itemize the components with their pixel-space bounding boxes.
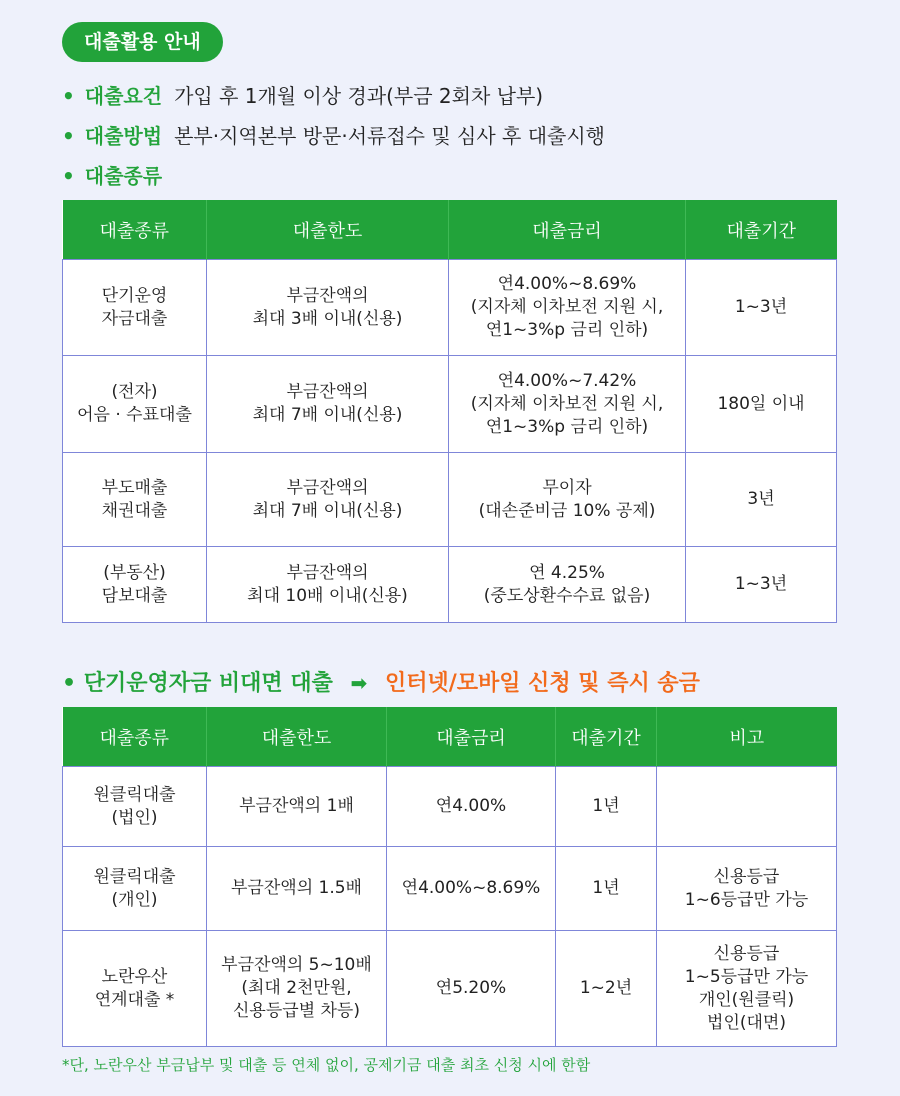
cell-loan-period: 1~2년 [556, 931, 657, 1047]
bullet-dot-icon: • [62, 84, 75, 108]
table-row [63, 931, 837, 1047]
cell-loan-period: 1~3년 [686, 260, 837, 356]
cell-interest-rate: 연4.00%~8.69% (지자체 이차보전 지원 시, 연1~3%p 금리 인하) [449, 260, 686, 356]
header-loan-type: 대출종류 [63, 200, 207, 260]
cell-interest-rate: 연4.00%~8.69% [387, 847, 556, 931]
header-interest-rate: 대출금리 [387, 707, 556, 767]
bullet-loan-types [62, 162, 174, 190]
table-row [63, 356, 837, 453]
cell-loan-limit: 부금잔액의 최대 10배 이내(신용) [207, 547, 449, 623]
header-loan-limit: 대출한도 [207, 200, 449, 260]
bullet-dot-icon: • [62, 164, 75, 188]
table-row [63, 547, 837, 623]
bullet-value: 본부·지역본부 방문·서류접수 및 심사 후 대출시행 [174, 124, 605, 148]
table-row [63, 260, 837, 356]
bullet-loan-method [62, 122, 605, 150]
cell-loan-limit: 부금잔액의 최대 7배 이내(신용) [207, 356, 449, 453]
bullet-value: 가입 후 1개월 이상 경과(부금 2회차 납부) [174, 84, 544, 108]
non-face-to-face-table [62, 707, 837, 1047]
header-remarks: 비고 [657, 707, 837, 767]
cell-loan-limit: 부금잔액의 1배 [207, 767, 387, 847]
table-header-row [63, 707, 837, 767]
cell-interest-rate: 연4.00%~7.42% (지자체 이차보전 지원 시, 연1~3%p 금리 인하) [449, 356, 686, 453]
cell-loan-type: (부동산) 담보대출 [63, 547, 207, 623]
cell-remarks: 신용등급 1~5등급만 가능 개인(원클릭) 법인(대면) [657, 931, 837, 1047]
bullet-label: 대출요건 [84, 84, 163, 108]
section-highlight: 인터넷/모바일 신청 및 즉시 송금 [384, 671, 700, 696]
cell-interest-rate: 무이자 (대손준비금 10% 공제) [449, 453, 686, 547]
cell-loan-limit: 부금잔액의 1.5배 [207, 847, 387, 931]
cell-loan-type: 원클릭대출 (개인) [63, 847, 207, 931]
arrow-right-icon: ➡ [350, 671, 368, 695]
cell-loan-type: 부도매출 채권대출 [63, 453, 207, 547]
cell-loan-type: 노란우산 연계대출 * [63, 931, 207, 1047]
cell-loan-limit: 부금잔액의 5~10배 (최대 2천만원, 신용등급별 차등) [207, 931, 387, 1047]
cell-loan-type: 단기운영 자금대출 [63, 260, 207, 356]
cell-loan-period: 1년 [556, 767, 657, 847]
bullet-dot-icon: • [62, 124, 75, 148]
cell-remarks: 신용등급 1~6등급만 가능 [657, 847, 837, 931]
cell-loan-period: 3년 [686, 453, 837, 547]
table-header-row [63, 200, 837, 260]
cell-loan-type: (전자) 어음 · 수표대출 [63, 356, 207, 453]
table-row [63, 453, 837, 547]
header-loan-type: 대출종류 [63, 707, 207, 767]
bullet-loan-requirement [62, 82, 543, 110]
non-face-to-face-heading [62, 668, 700, 699]
cell-loan-period: 180일 이내 [686, 356, 837, 453]
cell-remarks [657, 767, 837, 847]
section-title-pill: 대출활용 안내 [62, 22, 223, 62]
bullet-dot-icon: • [62, 671, 77, 696]
cell-loan-limit: 부금잔액의 최대 3배 이내(신용) [207, 260, 449, 356]
table-row [63, 847, 837, 931]
cell-interest-rate: 연 4.25% (중도상환수수료 없음) [449, 547, 686, 623]
loan-types-table [62, 200, 837, 623]
footnote: *단, 노란우산 부금납부 및 대출 등 연체 없이, 공제기금 대출 최초 신청 시에 한함 [62, 1056, 591, 1074]
table-row [63, 767, 837, 847]
header-loan-period: 대출기간 [686, 200, 837, 260]
section-title: 단기운영자금 비대면 대출 [83, 671, 333, 696]
cell-loan-period: 1년 [556, 847, 657, 931]
cell-loan-limit: 부금잔액의 최대 7배 이내(신용) [207, 453, 449, 547]
cell-interest-rate: 연4.00% [387, 767, 556, 847]
cell-loan-type: 원클릭대출 (법인) [63, 767, 207, 847]
bullet-label: 대출방법 [84, 124, 163, 148]
cell-interest-rate: 연5.20% [387, 931, 556, 1047]
header-loan-limit: 대출한도 [207, 707, 387, 767]
cell-loan-period: 1~3년 [686, 547, 837, 623]
header-loan-period: 대출기간 [556, 707, 657, 767]
header-interest-rate: 대출금리 [449, 200, 686, 260]
bullet-label: 대출종류 [84, 164, 163, 188]
